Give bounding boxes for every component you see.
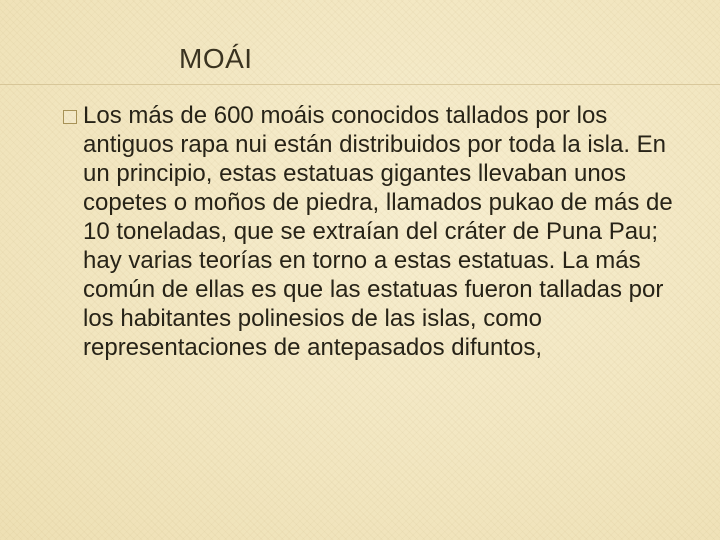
checkbox-square-icon <box>63 110 77 124</box>
title-divider <box>0 84 720 85</box>
bullet-paragraph: Los más de 600 moáis conocidos tallados por los antiguos rapa nui están distribuidos por toda la isla. En un principio, estas estatuas gigantes llevaban unos copetes o moños de piedra, llamados pukao de más de 10 toneladas, que se extraían del cráter de Puna Pau; hay varias teorías en torno a estas estatuas. La más común de ellas es que las estatuas fueron talladas por los habitantes polinesios de las islas, como representaciones de antepasados difuntos, <box>83 102 673 361</box>
slide-title: MOÁI <box>179 43 253 74</box>
